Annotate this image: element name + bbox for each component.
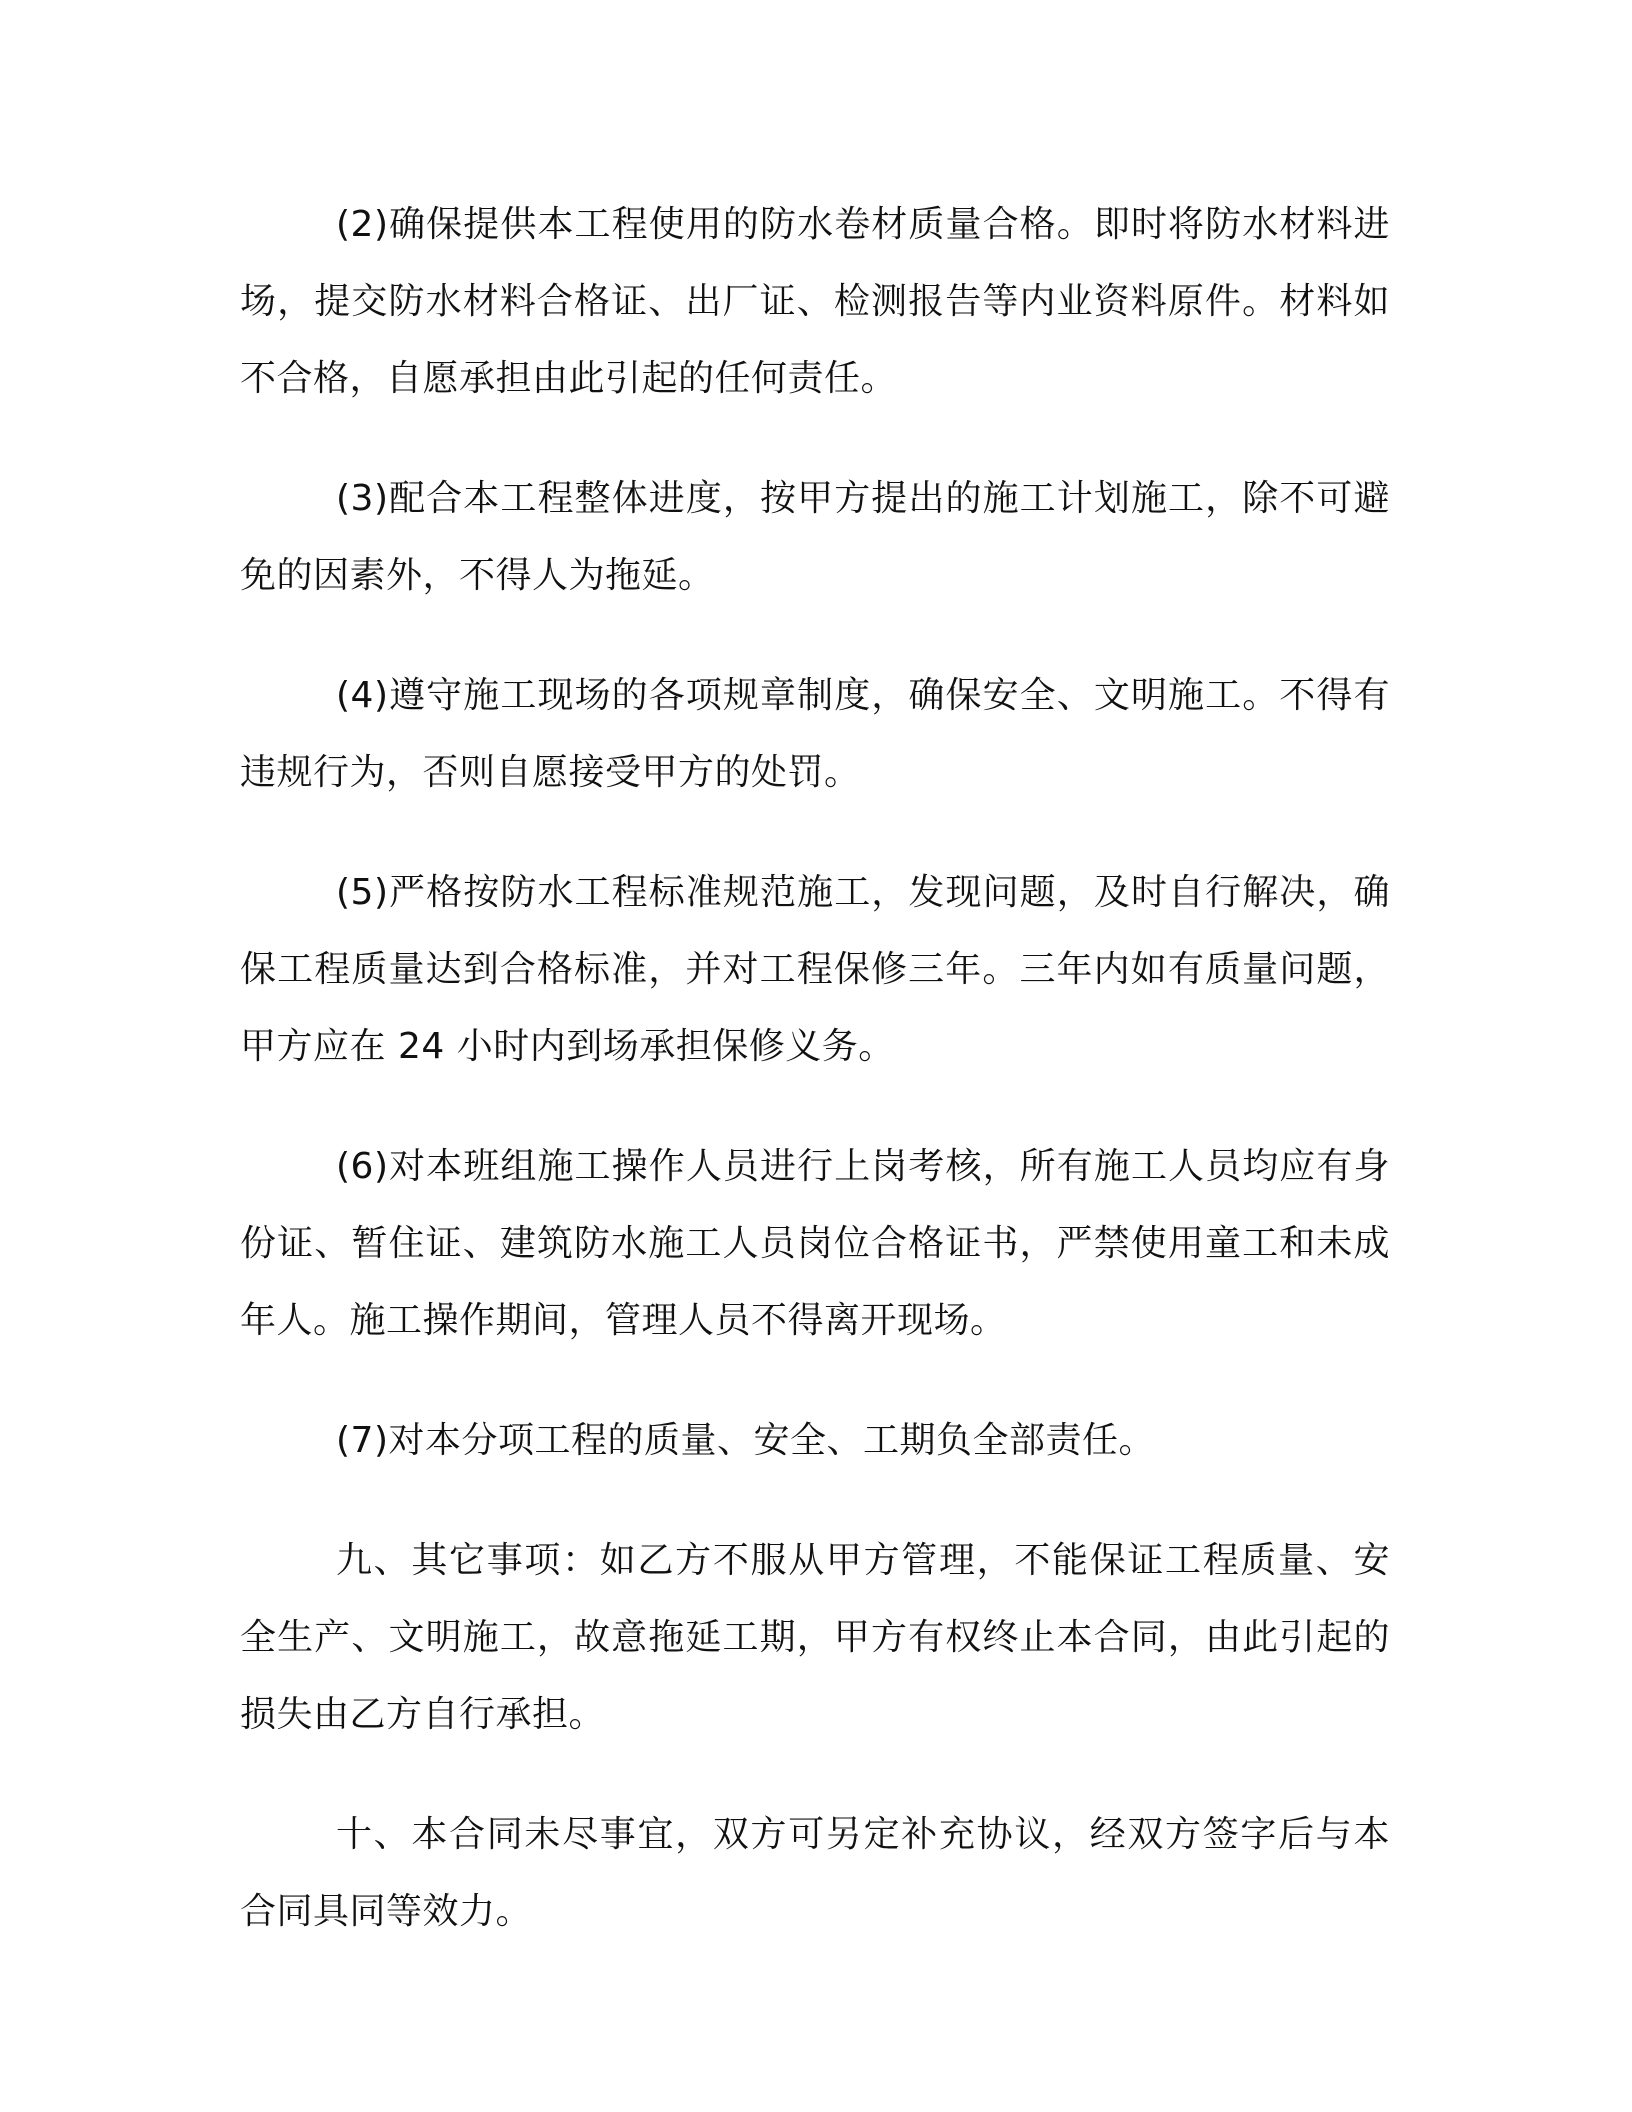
paragraph-item-4: (4)遵守施工现场的各项规章制度，确保安全、文明施工。不得有违规行为，否则自愿接受甲方的处罚。 [240,675,1390,793]
document-body [240,186,1390,1993]
paragraph-section-10: 十、本合同未尽事宜，双方可另定补充协议，经双方签字后与本合同具同等效力。 [240,1814,1390,1932]
paragraph-item-6: (6)对本班组施工操作人员进行上岗考核，所有施工人员均应有身份证、暂住证、建筑防水施工人员岗位合格证书，严禁使用童工和未成年人。施工操作期间，管理人员不得离开现场。 [240,1146,1390,1341]
paragraph-section-9: 九、其它事项：如乙方不服从甲方管理，不能保证工程质量、安全生产、文明施工，故意拖延工期，甲方有权终止本合同，由此引起的损失由乙方自行承担。 [240,1540,1390,1735]
paragraph-item-7: (7)对本分项工程的质量、安全、工期负全部责任。 [336,1420,1155,1461]
paragraph-item-2: (2)确保提供本工程使用的防水卷材质量合格。即时将防水材料进场，提交防水材料合格证、出厂证、检测报告等内业资料原件。材料如不合格，自愿承担由此引起的任何责任。 [240,204,1390,399]
paragraph-item-5: (5)严格按防水工程标准规范施工，发现问题，及时自行解决，确保工程质量达到合格标准，并对工程保修三年。三年内如有质量问题，甲方应在 24 小时内到场承担保修义务。 [240,872,1390,1067]
paragraph-item-3: (3)配合本工程整体进度，按甲方提出的施工计划施工，除不可避免的因素外，不得人为拖延。 [240,478,1390,596]
